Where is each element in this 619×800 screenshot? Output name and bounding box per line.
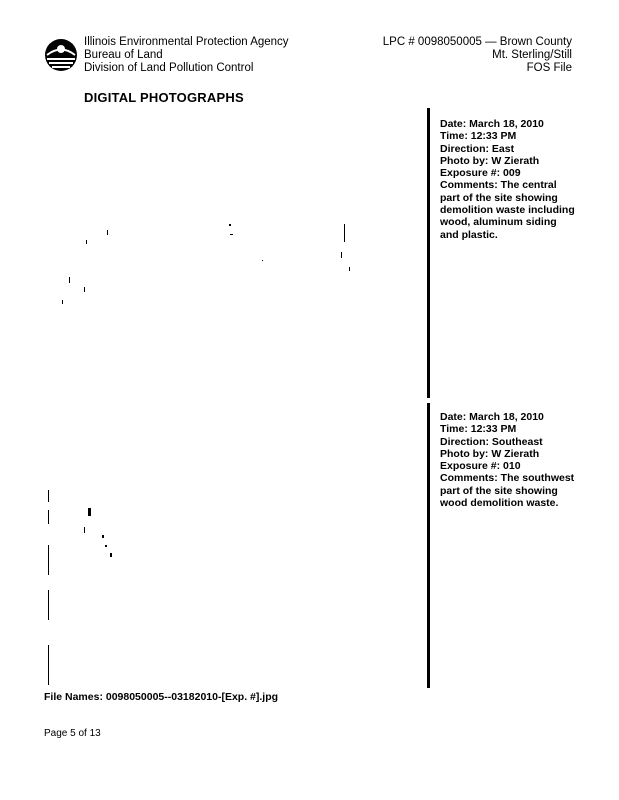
photo-1-comments: Comments: The central part of the site showing demolition waste including wood, aluminum siding and plastic. bbox=[440, 179, 575, 241]
photo-2-comments: Comments: The southwest part of the site showing wood demolition waste. bbox=[440, 472, 575, 510]
divider-line-2 bbox=[427, 403, 430, 688]
page-number: Page 5 of 13 bbox=[44, 728, 101, 739]
lpc-block bbox=[383, 36, 572, 75]
lpc-number: LPC # 0098050005 — Brown County bbox=[382, 36, 572, 48]
agency-block bbox=[84, 36, 289, 75]
photo-2-info bbox=[440, 411, 575, 509]
photo-2-date: Date: March 18, 2010 bbox=[440, 411, 544, 423]
file-type: FOS File bbox=[526, 62, 572, 74]
site-location: Mt. Sterling/Still bbox=[492, 49, 572, 61]
photo-2-photographer: Photo by: W Zierath bbox=[440, 447, 540, 460]
photo-1 bbox=[44, 112, 419, 392]
agency-name: Illinois Environmental Protection Agency bbox=[84, 36, 289, 48]
file-names: File Names: 0098050005--03182010-[Exp. #].jpg bbox=[44, 691, 279, 703]
photo-1-photographer: Photo by: W Zierath bbox=[440, 154, 540, 167]
photo-1-direction: Direction: East bbox=[440, 142, 515, 155]
divider-line-1 bbox=[427, 108, 430, 398]
photo-1-info bbox=[440, 118, 575, 241]
photo-1-exposure: Exposure #: 009 bbox=[440, 167, 521, 180]
photo-2-exposure: Exposure #: 010 bbox=[440, 460, 521, 473]
photo-1-date: Date: March 18, 2010 bbox=[440, 118, 544, 130]
photo-2-time: Time: 12:33 PM bbox=[440, 423, 517, 436]
photo-1-time: Time: 12:33 PM bbox=[440, 130, 517, 143]
photo-2-direction: Direction: Southeast bbox=[440, 435, 543, 448]
bureau-name: Bureau of Land bbox=[84, 49, 163, 61]
iepa-logo-icon bbox=[44, 38, 78, 72]
division-name: Division of Land Pollution Control bbox=[84, 62, 254, 74]
page-title: DIGITAL PHOTOGRAPHS bbox=[84, 90, 244, 105]
photo-2 bbox=[44, 405, 419, 685]
